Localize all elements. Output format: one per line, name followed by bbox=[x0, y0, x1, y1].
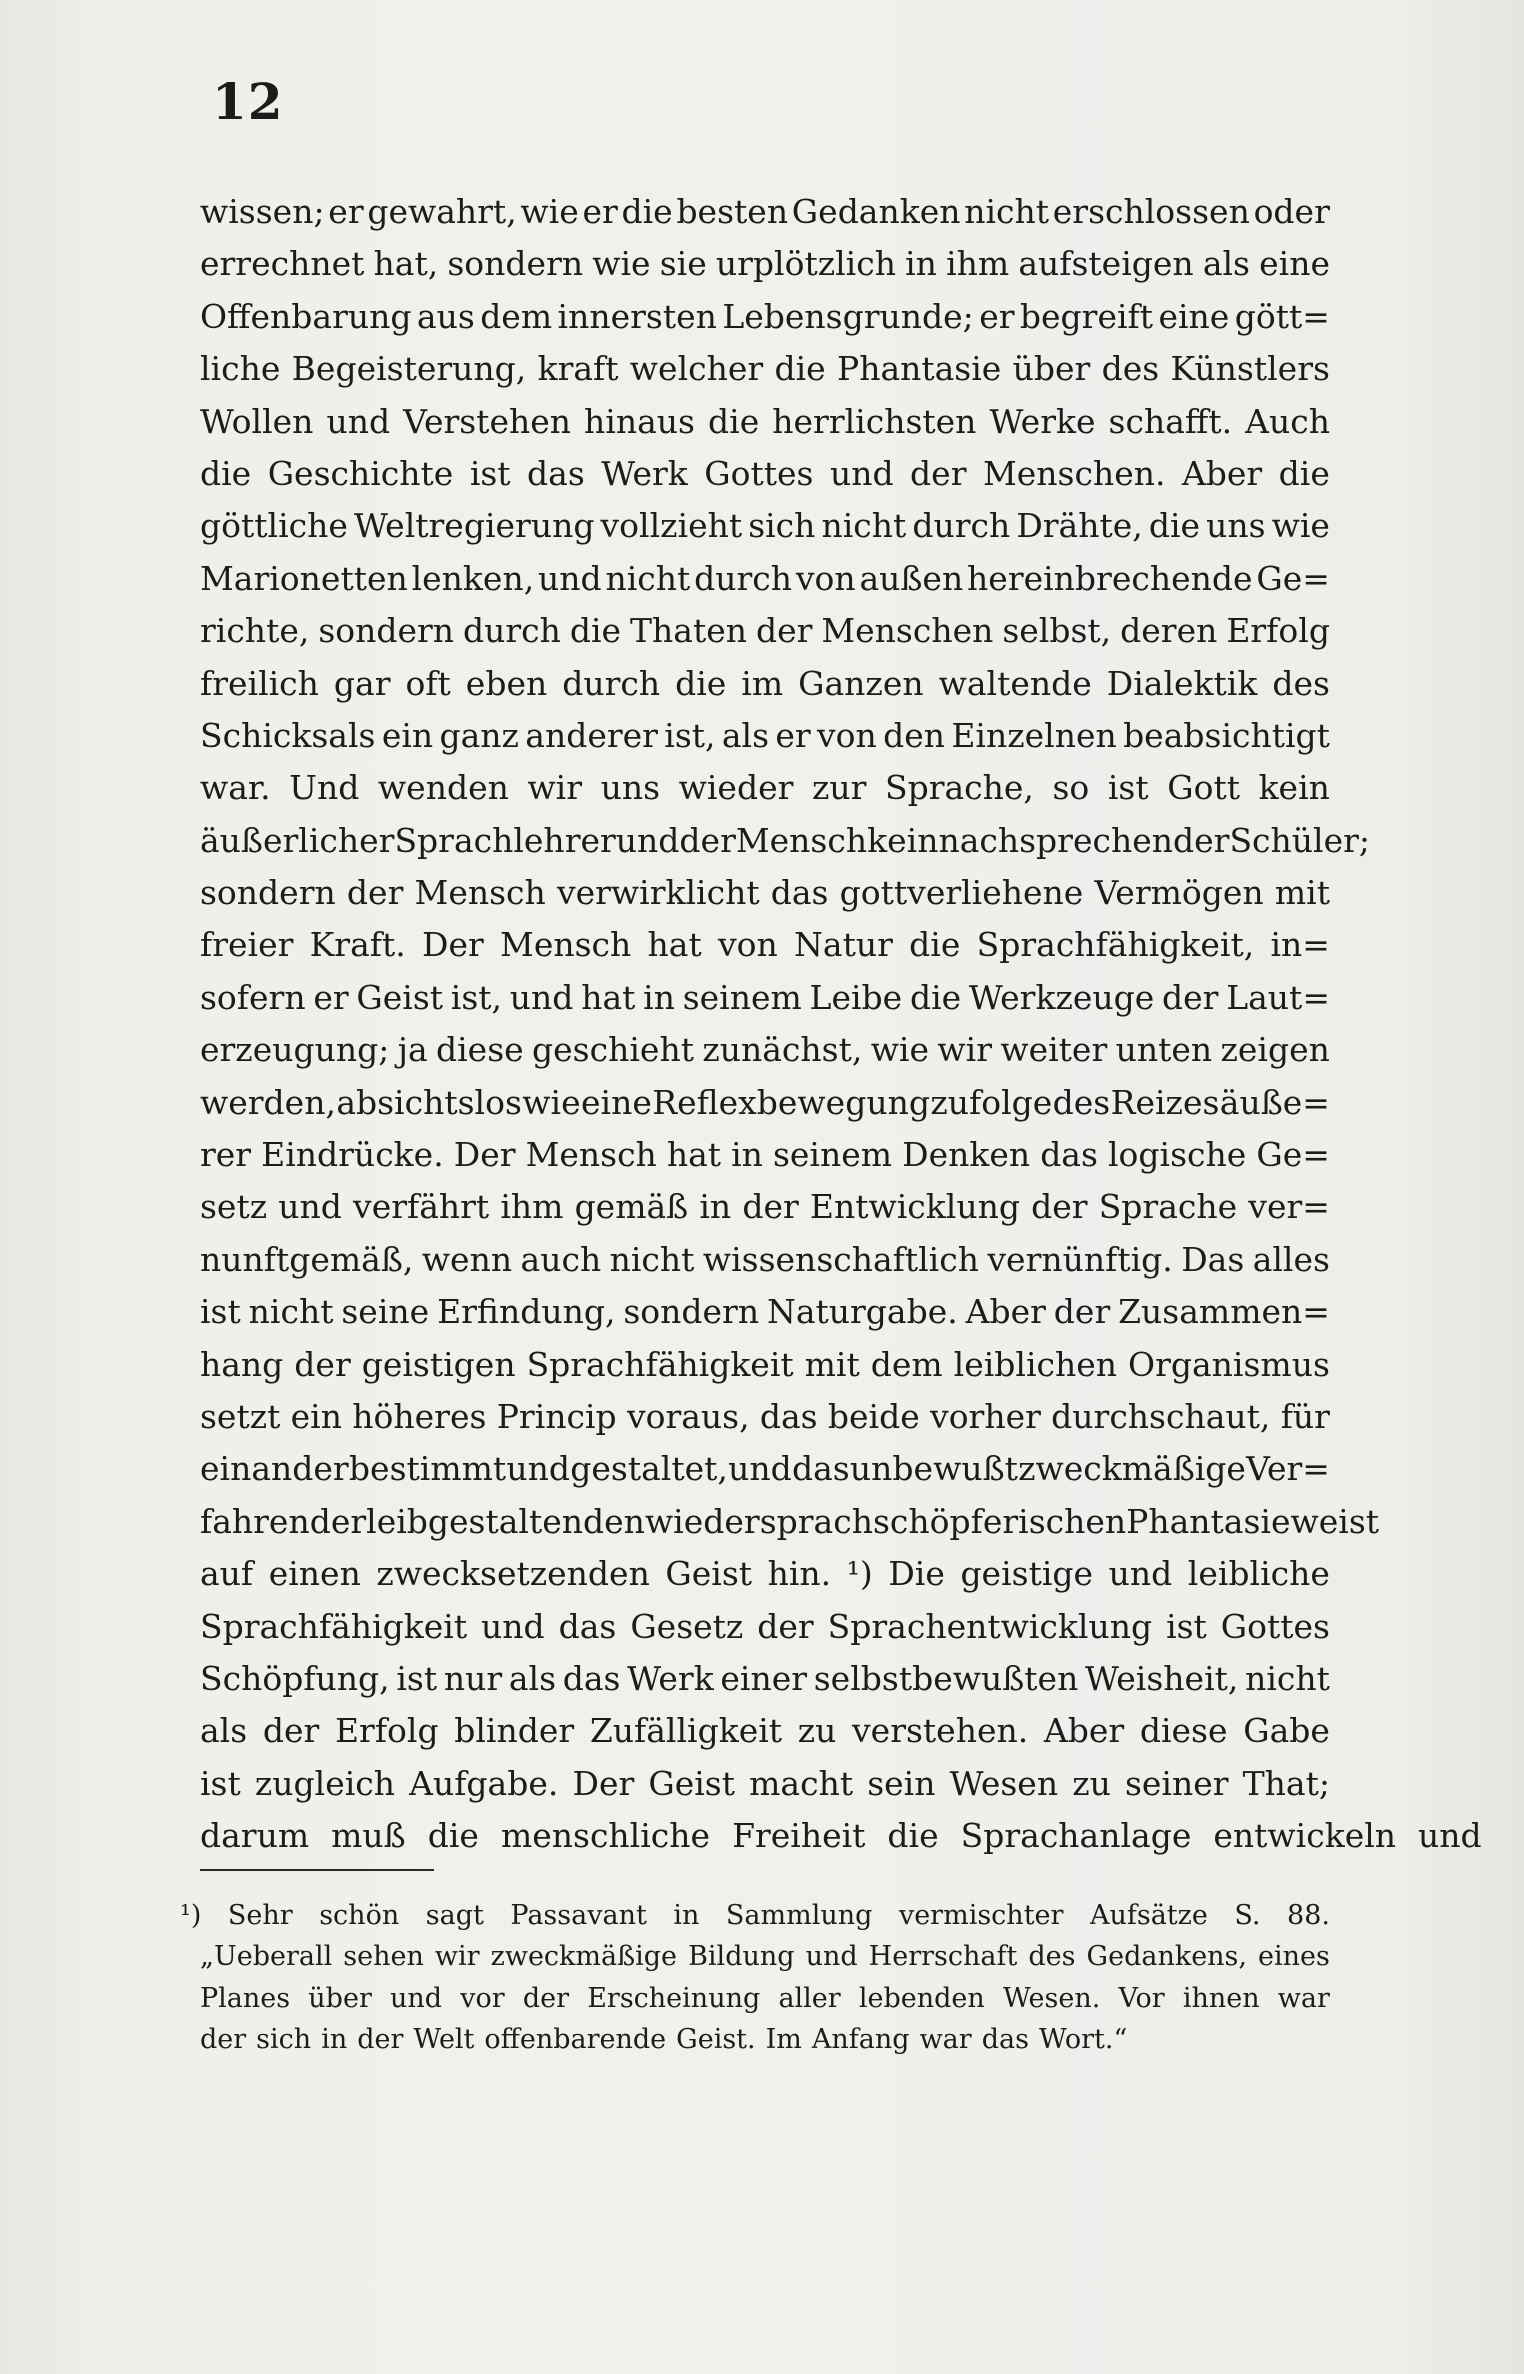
text-line: ist zugleich Aufgabe. Der Geist macht sein Wesen zu seiner That; bbox=[200, 1763, 1330, 1803]
footnote-line: Planes über und vor der Erscheinung aller lebenden Wesen. Vor ihnen war bbox=[200, 1982, 1330, 2014]
text-line: liche Begeisterung, kraft welcher die Phantasie über des Künstlers bbox=[200, 349, 1330, 389]
text-line: nunftgemäß, wenn auch nicht wissenschaftlich vernünftig. Das alles bbox=[200, 1239, 1330, 1279]
text-line: auf einen zwecksetzenden Geist hin. ¹) Die geistige und leibliche bbox=[200, 1554, 1330, 1594]
text-line: Schöpfung, ist nur als das Werk einer selbstbewußten Weisheit, nicht bbox=[200, 1658, 1330, 1698]
text-line: rer Eindrücke. Der Mensch hat in seinem Denken das logische Ge= bbox=[200, 1135, 1330, 1175]
footnote-separator bbox=[200, 1869, 434, 1871]
footnote-line: „Ueberall sehen wir zweckmäßige Bildung und Herrschaft des Gedankens, eines bbox=[200, 1941, 1330, 1973]
text-line: die Geschichte ist das Werk Gottes und der Menschen. Aber die bbox=[200, 453, 1330, 493]
page-number: 12 bbox=[212, 72, 284, 131]
text-line: war. Und wenden wir uns wieder zur Sprache, so ist Gott kein bbox=[200, 768, 1330, 808]
text-line: fahren der leibgestaltenden wie der sprachschöpferischen Phantasie weist bbox=[200, 1501, 1380, 1541]
text-line: sondern der Mensch verwirklicht das gottverliehene Vermögen mit bbox=[200, 873, 1330, 913]
text-line: werden, absichtslos wie eine Reflexbewegung zufolge des Reizes äuße= bbox=[200, 1082, 1330, 1122]
text-line: freilich gar oft eben durch die im Ganzen waltende Dialektik des bbox=[200, 663, 1330, 703]
text-line: als der Erfolg blinder Zufälligkeit zu verstehen. Aber diese Gabe bbox=[200, 1711, 1330, 1751]
text-line: erzeugung; ja diese geschieht zunächst, wie wir weiter unten zeigen bbox=[200, 1030, 1330, 1070]
text-line: richte, sondern durch die Thaten der Menschen selbst, deren Erfolg bbox=[200, 611, 1330, 651]
footnotes bbox=[180, 1895, 1330, 2060]
footnote-line: der sich in der Welt offenbarende Geist. Im Anfang war das Wort.“ bbox=[200, 2023, 1128, 2055]
text-line: einander bestimmt und gestaltet, und das unbewußt zweckmäßige Ver= bbox=[200, 1449, 1330, 1489]
text-line: Sprachfähigkeit und das Gesetz der Sprachentwicklung ist Gottes bbox=[200, 1606, 1330, 1646]
text-line: Wollen und Verstehen hinaus die herrlichsten Werke schafft. Auch bbox=[200, 401, 1330, 441]
text-line: errechnet hat, sondern wie sie urplötzlich in ihm aufsteigen als eine bbox=[200, 244, 1330, 284]
text-line: äußerlicher Sprachlehrer und der Mensch kein nachsprechender Schüler; bbox=[200, 820, 1371, 860]
text-line: darum muß die menschliche Freiheit die Sprachanlage entwickeln und bbox=[200, 1816, 1482, 1856]
text-line: setz und verfährt ihm gemäß in der Entwicklung der Sprache ver= bbox=[200, 1187, 1330, 1227]
text-line: hang der geistigen Sprachfähigkeit mit dem leiblichen Organismus bbox=[200, 1344, 1330, 1384]
footnote-line: ¹) Sehr schön sagt Passavant in Sammlung vermischter Aufsätze S. 88. bbox=[180, 1900, 1330, 1931]
text-line: wissen; er gewahrt, wie er die besten Gedanken nicht erschlossen oder bbox=[200, 192, 1330, 231]
text-line: Schicksals ein ganz anderer ist, als er von den Einzelnen beabsichtigt bbox=[200, 715, 1330, 755]
text-line: göttliche Weltregierung vollzieht sich nicht durch Drähte, die uns wie bbox=[200, 506, 1330, 546]
text-line: ist nicht seine Erfindung, sondern Naturgabe. Aber der Zusammen= bbox=[200, 1292, 1330, 1332]
body-text bbox=[200, 186, 1482, 1863]
text-line: setzt ein höheres Princip voraus, das beide vorher durchschaut, für bbox=[200, 1396, 1330, 1436]
text-line: Marionetten lenken, und nicht durch von außen hereinbrechende Ge= bbox=[200, 558, 1330, 598]
text-line: Offenbarung aus dem innersten Lebensgrunde; er begreift eine gött= bbox=[200, 296, 1330, 336]
text-line: freier Kraft. Der Mensch hat von Natur die Sprachfähigkeit, in= bbox=[200, 925, 1330, 965]
text-line: sofern er Geist ist, und hat in seinem Leibe die Werkzeuge der Laut= bbox=[200, 977, 1330, 1017]
